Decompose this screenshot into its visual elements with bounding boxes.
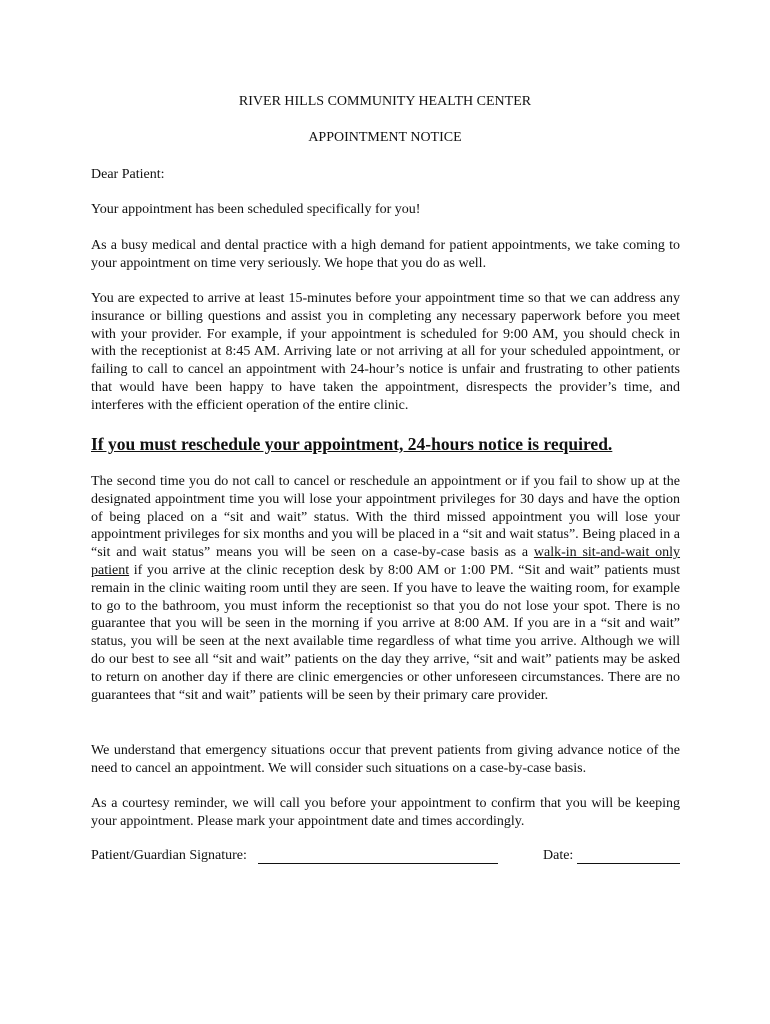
date-line[interactable]: [577, 863, 680, 864]
paragraph-reminder: As a courtesy reminder, we will call you before your appointment to confirm that you will be keeping your appointment. Please mark your appointment date and times accordingly.: [91, 796, 680, 829]
document-title: APPOINTMENT NOTICE: [308, 130, 462, 145]
intro-paragraph: Your appointment has been scheduled specifically for you!: [91, 202, 421, 217]
walk-in-underlined-text: walk-in sit-and-wait only patient: [91, 545, 681, 578]
signature-row: [91, 848, 680, 868]
sit-and-wait-text-start: The second time you do not call to cancel or reschedule an appointment or if you fail to show up at the designated appointment time you will lose your appointment privileges for 30 days and have the option of being placed on a “sit and wait” status. With the third missed appointment you will lose your appointment privileges for six months and you will be placed in a “sit and wait status”. Being placed in a “sit and wait status” means you will be seen on a case-by-case basis as a: [91, 474, 680, 561]
reschedule-heading: If you must reschedule your appointment, 24-hours notice is required.: [91, 434, 613, 454]
paragraph-sit-and-wait: [91, 473, 680, 704]
sit-and-wait-text-end: if you arrive at the clinic reception desk by 8:00 AM or 1:00 PM. “Sit and wait” patients must remain in the clinic waiting room until they are seen. If you have to leave the waiting room, for example to go to the bathroom, you must inform the receptionist so that you do not lose your spot. There is no guarantee that you will be seen in the morning if you arrive at 8:00 AM. If you are in a “sit and wait” status, you will be seen at the next available time regardless of what time you arrive. Although we will do our best to see all “sit and wait” patients on the day they arrive, “sit and wait” patients may be asked to return on another day if there are clinic emergencies or other unforeseen circumstances. There are no guarantees that “sit and wait” patients will be seen by their primary care provider.: [91, 562, 680, 703]
paragraph-arrival: You are expected to arrive at least 15-minutes before your appointment time so that we can address any insurance or billing questions and assist you in completing any necessary paperwork before you meet with your provider. For example, if your appointment is scheduled for 9:00 AM, you should check in with the receptionist at 8:45 AM. Arriving late or not arriving at all for your scheduled appointment, or failing to call to cancel an appointment with 24-hour’s notice is unfair and frustrating to other patients that would have been happy to have taken the appointment, disrespects the provider’s time, and interferes with the efficient operation of the entire clinic.: [91, 291, 680, 413]
paragraph-emergency: We understand that emergency situations occur that prevent patients from giving advance notice of the need to cancel an appointment. We will consider such situations on a case-by-case basis.: [91, 743, 680, 776]
organization-name: RIVER HILLS COMMUNITY HEALTH CENTER: [238, 94, 532, 109]
signature-line[interactable]: [258, 863, 498, 864]
greeting: Dear Patient:: [91, 167, 165, 182]
signature-label: Patient/Guardian Signature:: [91, 848, 247, 863]
paragraph-practice: As a busy medical and dental practice with a high demand for patient appointments, we take coming to your appointment on time very seriously. We hope that you do as well.: [91, 238, 680, 271]
date-label: Date:: [543, 848, 574, 863]
